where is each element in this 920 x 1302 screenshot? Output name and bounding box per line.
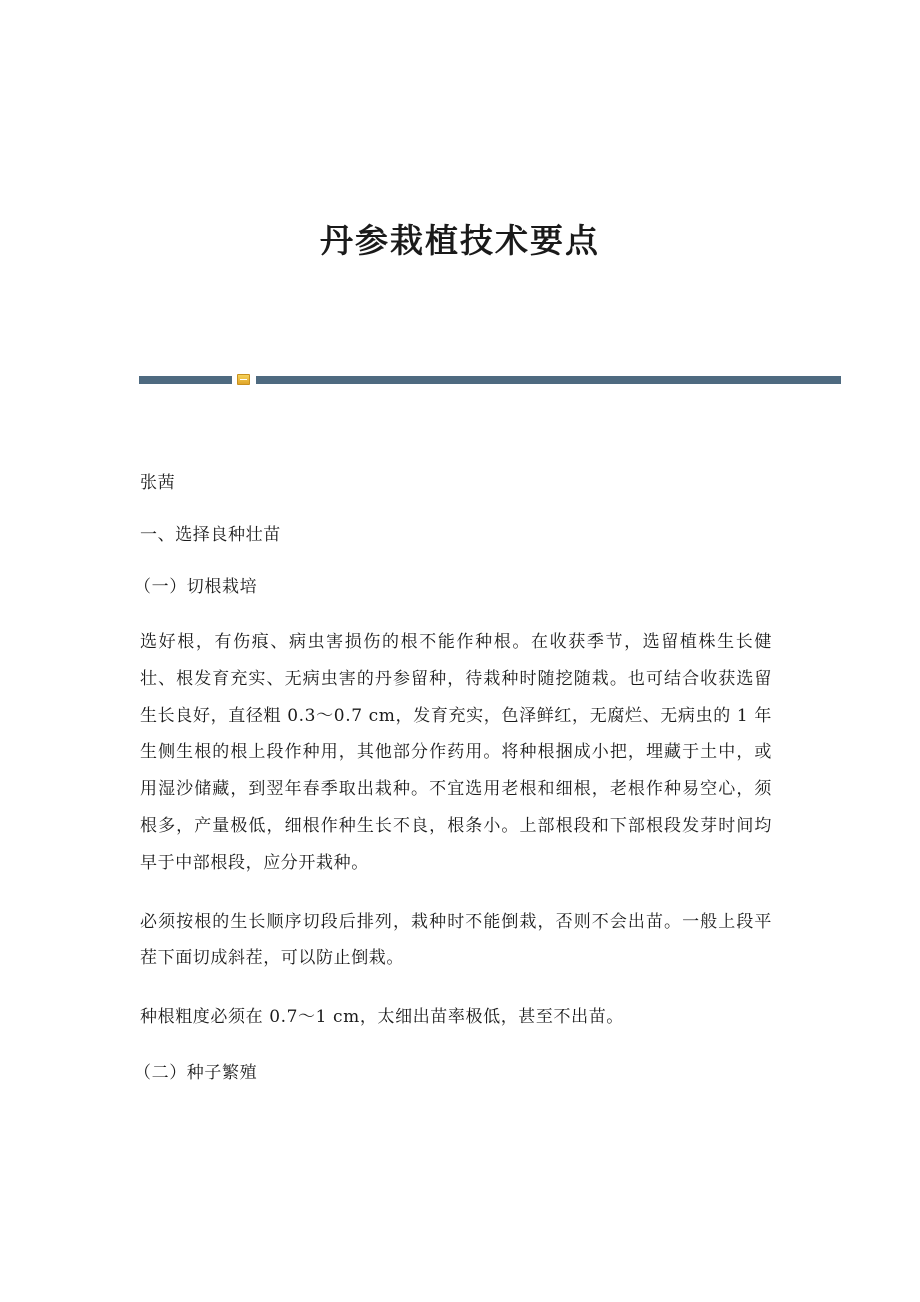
section-heading: 一、选择良种壮苗 (140, 525, 281, 545)
document-body (134, 468, 772, 1110)
body-paragraph: 种根粗度必须在 0.7～1 cm，太细出苗率极低，甚至不出苗。 (140, 1007, 624, 1028)
divider-bar-right (256, 376, 841, 384)
body-paragraph: 选好根，有伤痕、病虫害损伤的根不能作种根。在收获季节，选留植株生长健壮、根发育充实、无病虫害的丹参留种，待栽种时随挖随栽。也可结合收获选留生长良好，直径粗 0.3～0.7 cm，发育充实，色泽鲜红，无腐烂、无病虫的 1 年生侧生根的根上段作种用，其他部分作药用。将种根捆成小把，埋藏于土中，或用湿沙储藏，到翌年春季取出栽种。不宜选用老根和细根，老根作种易空心，须根多，产量极低，细根作种生长不良，根条小。上部根段和下部根段发芽时间均早于中部根段，应分开栽种。 (140, 632, 772, 873)
subsection-heading: （二）种子繁殖 (134, 1062, 258, 1083)
divider-ornament-icon (237, 374, 250, 385)
divider-bar-left (139, 376, 232, 384)
page-title: 丹参栽植技术要点 (320, 221, 600, 260)
body-paragraph: 必须按根的生长顺序切段后排列，栽种时不能倒栽，否则不会出苗。一般上段平茬下面切成斜茬，可以防止倒栽。 (140, 911, 772, 969)
subsection-heading: （一）切根栽培 (134, 577, 258, 597)
title-divider (139, 374, 841, 386)
author-name: 张茜 (140, 473, 176, 493)
